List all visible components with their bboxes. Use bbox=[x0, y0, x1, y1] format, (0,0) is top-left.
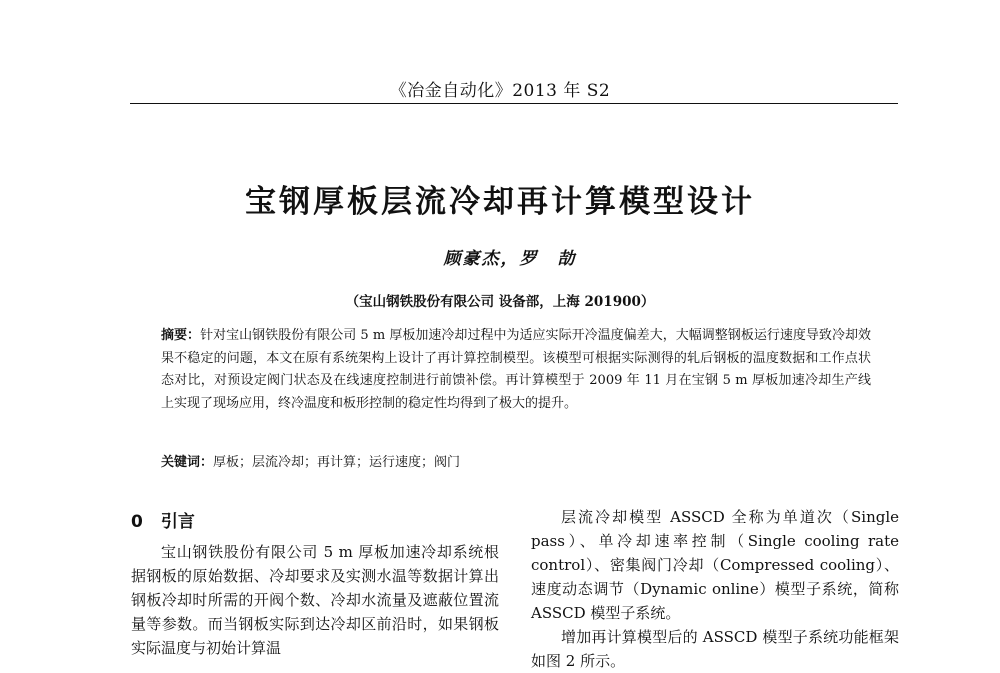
model-description-paragraph: 层流冷却模型 ASSCD 全称为单道次（Single pass）、单冷却速率控制（Single cooling rate control）、密集阀门冷却（Compressed cooling）、速度动态调节（Dynamic online）模型子系统，简称 ASSCD 模型子系统。 bbox=[531, 508, 899, 622]
journal-header: 《冶金自动化》2013 年 S2 bbox=[389, 81, 611, 101]
paper-title: 宝钢厚板层流冷却再计算模型设计 bbox=[245, 184, 755, 220]
abstract-text: 针对宝山钢铁股份有限公司 5 m 厚板加速冷却过程中为适应实际开冷温度偏差大，大幅调整钢板运行速度导致冷却效果不稳定的问题，本文在原有系统架构上设计了再计算控制模型。该模型可根据实际测得的轧后钢板的温度数据和工作点状态对比，对预设定阀门状态及在线速度控制进行前馈补偿。再计算模型于 2009 年 11 月在宝钢 5 m 厚板加速冷却生产线上实现了现场应用，终冷温度和板形控制的稳定性均得到了极大的提升。 bbox=[161, 328, 871, 411]
abstract bbox=[161, 325, 871, 415]
abstract-label: 摘要： bbox=[161, 328, 201, 343]
keywords-label: 关键词： bbox=[161, 455, 214, 470]
keywords bbox=[161, 452, 871, 474]
left-column bbox=[131, 540, 499, 660]
right-column bbox=[531, 505, 899, 673]
intro-paragraph: 宝山钢铁股份有限公司 5 m 厚板加速冷却系统根据钢板的原始数据、冷却要求及实测水温等数据计算出钢板冷却时所需的开阀个数、冷却水流量及遮蔽位置流量等参数。而当钢板实际到达冷却区前沿时，如果钢板实际温度与初始计算温 bbox=[131, 543, 499, 657]
framework-paragraph: 增加再计算模型后的 ASSCD 模型子系统功能框架如图 2 所示。 bbox=[531, 628, 899, 670]
section-title: 引言 bbox=[160, 512, 195, 532]
header-rule bbox=[130, 103, 898, 104]
section-number: 0 bbox=[131, 512, 143, 532]
keywords-text: 厚板；层流冷却；再计算；运行速度；阀门 bbox=[213, 455, 461, 470]
authors: 顾豪杰，罗 劼 bbox=[443, 249, 577, 269]
section-heading bbox=[131, 507, 195, 532]
affiliation: （宝山钢铁股份有限公司 设备部，上海 201900） bbox=[345, 294, 655, 310]
